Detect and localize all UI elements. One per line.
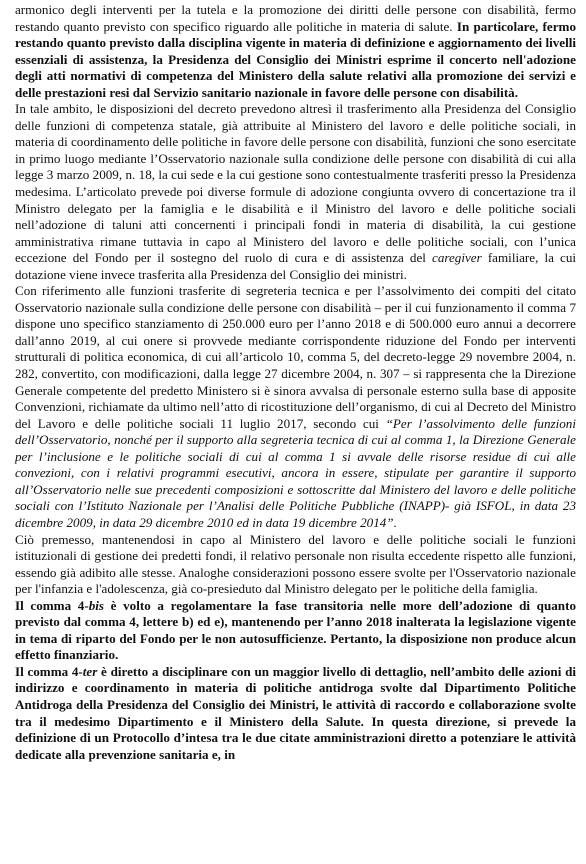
text-run-bold: è diretto a disciplinare con un maggior livello di dettaglio, nell’ambito delle azioni di indirizzo e coordinamento in materia di politiche antidroga svolte dal Dipartimento Politiche Antidroga della Presidenza del Consiglio dei Ministri, le attività di raccordo e collaborazione svolte tra il medesimo Dipartimento e il Ministero della Salute. In questa direzione, si prevede la definizione di un Protocollo d’intesa tra le due citate amministrazioni diretto a potenziare le attività dedicate alla prevenzione sanitaria e, in <box>15 663 576 762</box>
text-run: Con riferimento alle funzioni trasferite di segreteria tecnica e per l’assolvimento dei compiti del citato Osservatorio nazionale sulla condizione delle persone con disabilità – per il cui funzionamento il comma 7 dispone uno specifico stanziamento di 250.000 euro per l’anno 2018 e di 500.000 euro annui a decorrere dall’anno 2019, al cui onere si provvede mediante corrispondente riduzione del Fondo per interventi strutturali di politica economica, di cui all’articolo 10, comma 5, del decreto-legge 29 novembre 2004, n. 282, convertito, con modificazioni, dalla legge 27 dicembre 2004, n. 307 – si rappresenta che la Direzione Generale competente del predetto Ministero si è sinora avvalsa di personale esterno sulla base di apposite Convenzioni, richiamate da ultimo nell’atto di ricostituzione dell’organismo, di cui al Decreto del Ministro del Lavoro e delle politiche sociali 11 luglio 2017, secondo cui <box>15 283 576 431</box>
text-run-bold: Il comma 4- <box>15 597 89 613</box>
text-run: familiare, la cui dotazione viene invece trasferita alla Presidenza del Consiglio dei ministri. <box>15 250 576 282</box>
text-run: armonico degli interventi per la tutela e la promozione dei diritti delle persone con disabilità, fermo restando quanto previsto con specifico riguardo alle politiche in materia di salute. <box>15 2 576 34</box>
text-run-bold-italic: bis <box>88 597 104 613</box>
text-run-bold: Il comma 4- <box>15 663 83 679</box>
text-run-bold: è volto a regolamentare la fase transitoria nelle more dell’adozione di quanto previsto dal comma 4, lettere b) ed e), mantenendo per l’anno 2018 inalterata la legislazione vigente in tema di riparto del Fondo per le non autosufficienze. Pertanto, la disposizione non produce alcun effetto finanziario. <box>15 597 576 663</box>
text-run-bold: In particolare, fermo restando quanto previsto dalla disciplina vigente in materia di definizione e aggiornamento dei livelli essenziali di assistenza, la Presidenza del Consiglio dei Ministri esprime il concerto nell'adozione degli atti normativi di competenza del Ministero della salute relativi alla promozione dei servizi e delle prestazioni resi dal Servizio sanitario nazionale in favore delle persone con disabilità. <box>15 18 576 100</box>
paragraph-3 <box>15 283 576 531</box>
paragraph-4 <box>15 532 576 598</box>
text-run-bold-italic: ter <box>82 663 98 679</box>
text-run-italic-quote: “Per l’assolvimento delle funzioni dell’Osservatorio, nonché per il supporto alla segreteria tecnica di cui al comma 1, la Direzione Generale per l’inclusione e le politiche sociali di cui al comma 1 si avvale delle risorse residue di cui alle convezioni, con i relativi programmi esecutivi, ancora in essere, stipulate per garantire il supporto all’Osservatorio nelle sue precedenti composizioni e sottoscritte dal Ministero del lavoro e delle politiche sociali con l’Istituto Nazionale per l’Analisi delle Politiche Pubbliche (INAPP)- già ISFOL, in data 23 dicembre 2009, in data 29 dicembre 2010 ed in data 19 dicembre 2014”. <box>15 415 576 530</box>
text-run-italic: caregiver <box>432 250 482 266</box>
paragraph-1 <box>15 2 576 101</box>
text-run: Ciò premesso, mantenendosi in capo al Ministero del lavoro e delle politiche sociali le funzioni istituzionali di gestione dei predetti fondi, il relativo personale non risulta eccedente rispetto alle funzioni, essendo già adibito alle stesse. Analoghe considerazioni possono essere svolte per l'Osservatorio nazionale per l'infanzia e l'adolescenza, già co-presieduto dal Ministro delegato per le politiche della famiglia. <box>15 531 576 597</box>
paragraph-2 <box>15 101 576 283</box>
paragraph-5 <box>15 598 576 664</box>
paragraph-6 <box>15 664 576 763</box>
text-run: In tale ambito, le disposizioni del decreto prevedono altresì il trasferimento alla Presidenza del Consiglio delle funzioni di competenza statale, già attribuite al Ministero del lavoro e delle politiche sociali, in materia di coordinamento delle politiche in favore delle persone con disabilità, funzioni che sono esercitate in primo luogo mediante l’Osservatorio nazionale sulla condizione delle persone con disabilità di cui alla legge 3 marzo 2009, n. 18, la cui sede e la cui gestione sono contestualmente trasferiti presso la Presidenza medesima. L’articolato prevede poi diverse formule di adozione congiunta ovvero di concertazione tra il Ministro delegato per la famiglia e le disabilità e il Ministro del lavoro e delle politiche sociali nell’adozione di taluni atti concernenti i principali fondi in materia di disabilità, la cui gestione amministrativa rimane tuttavia in capo al Ministero del lavoro e delle politiche sociali, con l’unica eccezione del Fondo per il sostegno del ruolo di cura e di assistenza del <box>15 101 577 266</box>
